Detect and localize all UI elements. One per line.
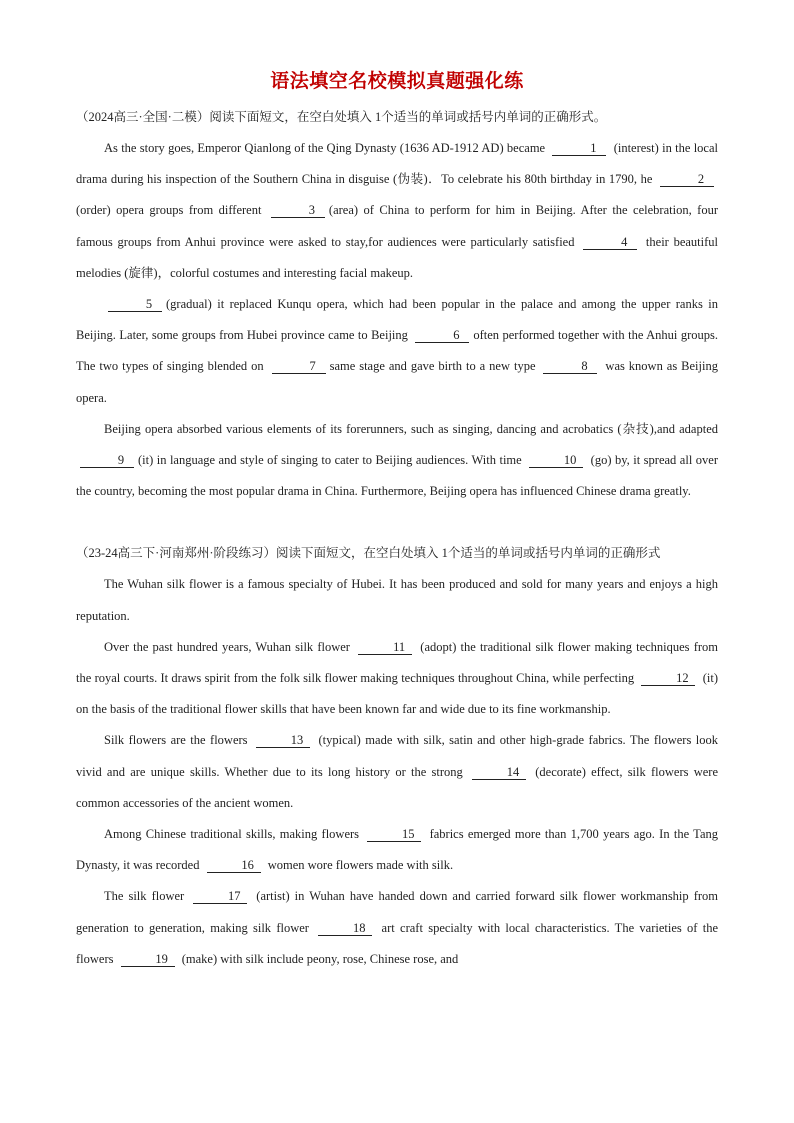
answer-blank[interactable]: 19 [121,952,175,967]
passage-paragraph [76,289,718,414]
passage-text: (it) on the basis of the traditional flower skills that have been known far and wide due to its fine workmanship. [76,671,718,717]
passage-text: (gradual) it replaced Kunqu opera, which had been popular in the palace and among the upper ranks in Beijing. Later, some groups from Hubei province came to Beijing [76,297,718,343]
passage-paragraph [76,881,718,975]
passage-text: often performed together with the Anhui groups. The two types of singing blended on [76,328,718,374]
passage-text: (make) with silk include peony, rose, Chinese rose, and [178,951,459,966]
answer-blank[interactable]: 3 [271,203,325,218]
answer-blank[interactable]: 5 [108,297,162,312]
passage-text: Over the past hundred years, Wuhan silk flower [104,639,355,654]
passage-text: As the story goes, Emperor Qianlong of the Qing Dynasty (1636 AD-1912 AD) became [104,141,549,155]
passage-text: (typical) made with silk, satin and other high-grade fabrics. The flowers look vivid and are unique skills. Whether due to its long history or the strong [76,733,719,779]
answer-blank[interactable]: 10 [529,453,583,468]
answer-blank[interactable]: 2 [660,172,714,187]
passage-paragraph [76,569,718,631]
passage-paragraph [76,414,718,508]
passage-text: Silk flowers are the flowers [104,733,253,748]
answer-blank[interactable]: 1 [552,141,606,156]
section-source: （2024高三·全国·二模）阅读下面短文，在空白处填入 1个适当的单词或括号内单词的正确形式。 [76,110,607,124]
passage-text: (order) opera groups from different [76,203,267,218]
answer-blank[interactable]: 11 [358,640,412,655]
answer-blank[interactable]: 9 [80,453,134,468]
answer-blank[interactable]: 14 [472,765,526,780]
answer-blank[interactable]: 15 [367,827,421,842]
passage-text: (decorate) effect, silk flowers were common accessories of the ancient women. [76,764,718,810]
answer-blank[interactable]: 4 [583,235,637,250]
answer-blank[interactable]: 17 [193,889,247,904]
passage-text: The silk flower [104,889,190,904]
passage-text: same stage and gave birth to a new type [329,359,540,374]
page-title: 语法填空名校模拟真题强化练 [270,70,524,92]
passage-text: Beijing opera absorbed various elements of its forerunners, such as singing, dancing and acrobatics (杂技),and adapted [104,421,718,436]
answer-blank[interactable]: 8 [543,359,597,374]
passage-text: (adopt) the traditional silk flower making techniques from the royal courts. It draws spirit from the folk silk flower making techniques throughout China, while perfecting [76,639,718,686]
sections-container [76,102,718,975]
passage-text: their beautiful melodies (旋律)，colorful costumes and interesting facial makeup. [76,234,718,280]
answer-blank[interactable]: 12 [641,671,695,686]
passage-text: Among Chinese traditional skills, making flowers [104,827,364,842]
passage-paragraph [76,133,718,289]
answer-blank[interactable]: 16 [207,858,261,873]
passage-paragraph [76,632,718,726]
passage-text: The Wuhan silk flower is a famous specialty of Hubei. It has been produced and sold for many years and enjoys a high reputation. [76,577,718,623]
passage-text: (it) in language and style of singing to cater to Beijing audiences. With time [138,453,526,468]
passage-text: fabrics emerged more than 1,700 years ago. In the Tang Dynasty, it was recorded [76,827,718,873]
passage-text: was known as Beijing opera. [76,359,718,405]
passage-text: art craft specialty with local characteristics. The varieties of the flowers [76,920,718,966]
passage-paragraph [76,725,718,819]
answer-blank[interactable]: 7 [272,359,326,374]
passage-text: women wore flowers made with silk. [264,858,454,873]
section-gap [76,507,718,538]
passage-text: (artist) in Wuhan have handed down and carried forward silk flower workmanship from generation to generation, making silk flower [76,889,718,935]
section-source: （23-24高三下·河南郑州·阶段练习）阅读下面短文，在空白处填入 1个适当的单词或括号内单词的正确形式 [76,546,661,561]
passage-text: (area) of China to perform for him in Beijing. After the celebration, four famous groups from Anhui province were asked to stay,for audiences were particularly satisfied [76,203,718,249]
worksheet-page [76,66,718,975]
passage-paragraph [76,819,718,881]
passage-text: (interest) in the local drama during his inspection of the Southern China in disguise (伪装)．To celebrate his 80th birthday in 1790, he [76,141,718,187]
answer-blank[interactable]: 6 [415,328,469,343]
answer-blank[interactable]: 13 [256,733,310,748]
answer-blank[interactable]: 18 [318,921,372,936]
passage-text: (go) by, it spread all over the country, becoming the most popular drama in China. Furthermore, Beijing opera has influenced Chinese drama greatly. [76,453,718,499]
